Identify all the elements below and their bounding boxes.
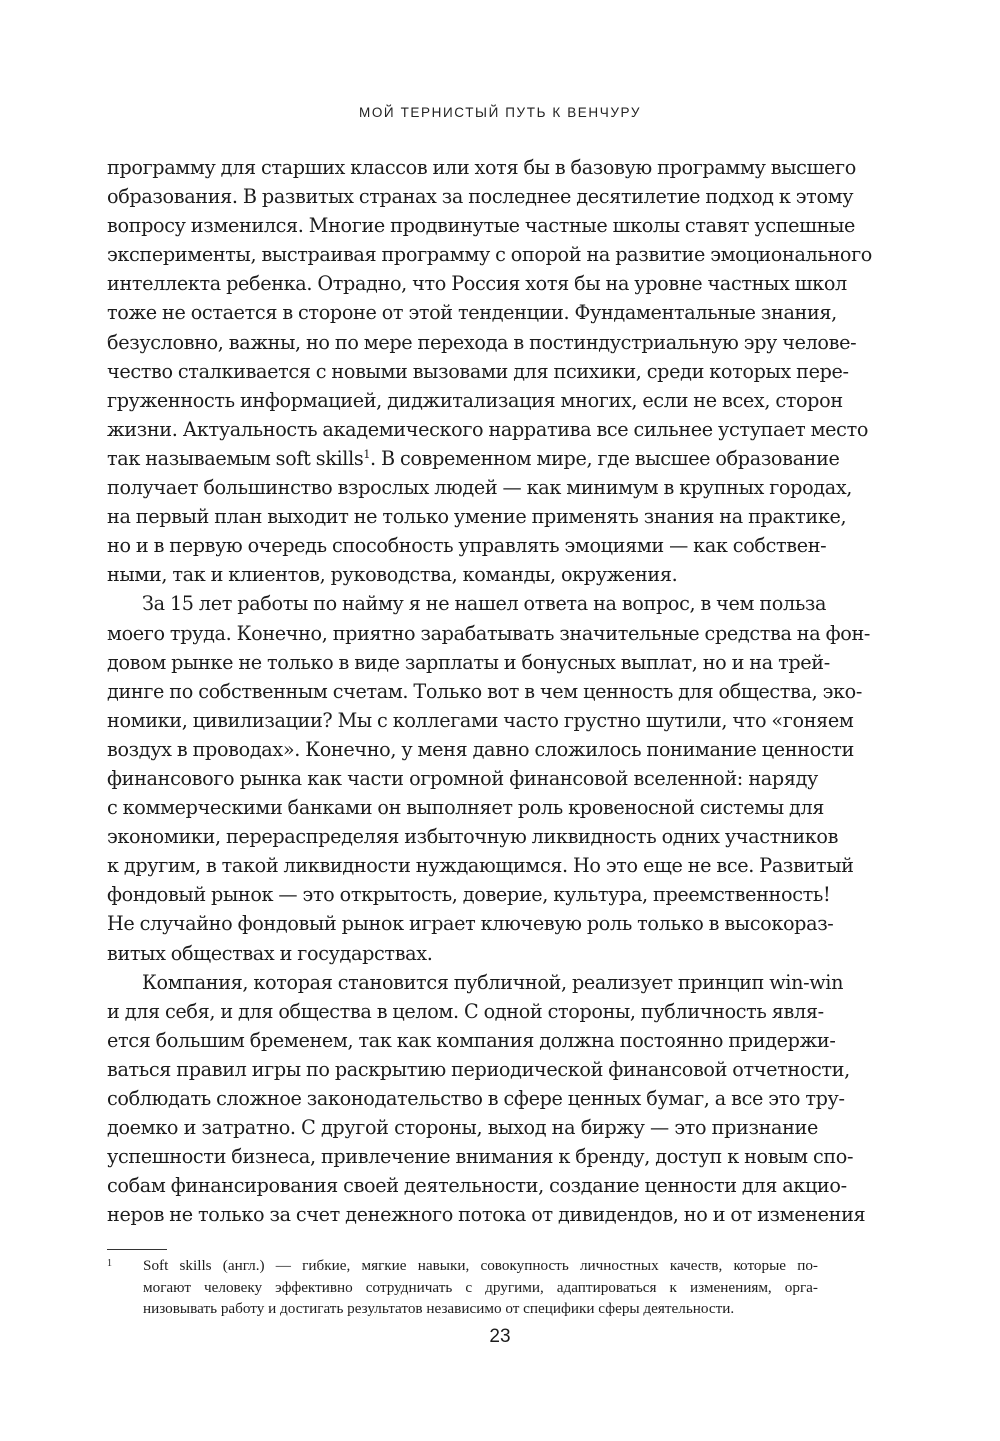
footnote-divider: [107, 1249, 167, 1250]
text-line: Компания, которая становится публичной, реализует принцип win-win: [142, 970, 844, 994]
page-number: 23: [489, 1326, 511, 1347]
text-line: к другим, в такой ликвидности нуждающимся. Но это еще не все. Развитый: [107, 854, 854, 878]
text-line: чество сталкивается с новыми вызовами для психики, среди которых пере-: [107, 359, 849, 383]
text-line: За 15 лет работы по найму я не нашел ответа на вопрос, в чем польза: [142, 592, 827, 616]
footnote-reference[interactable]: 1: [363, 447, 371, 461]
text-line: безусловно, важны, но по мере перехода в постиндустриальную эру челове-: [107, 330, 857, 354]
text-line: программу для старших классов или хотя бы в базовую программу высшего: [107, 156, 856, 179]
text-line: и для себя, и для общества в целом. С одной стороны, публичность явля-: [107, 999, 824, 1023]
text-line: собам финансирования своей деятельности, создание ценности для акцио-: [107, 1174, 847, 1198]
text-line: фондовый рынок — это открытость, доверие, культура, преемственность!: [107, 883, 831, 907]
footnote-line: могают человеку эффективно сотрудничать с другими, адаптироваться к изменениям, орга-: [143, 1278, 818, 1296]
text-line-with-footnote-ref: [107, 444, 840, 473]
text-line: получает большинство взрослых людей — как минимум в крупных городах,: [107, 476, 853, 500]
text-line: груженность информацией, диджитализация многих, если не всех, сторон: [107, 388, 843, 412]
text-line: вопросу изменился. Многие продвинутые частные школы ставят успешные: [107, 214, 856, 238]
text-line: ется большим бременем, так как компания должна постоянно придержи-: [107, 1028, 836, 1052]
text-line: жизни. Актуальность академического нарратива все сильнее уступает место: [107, 417, 869, 441]
text-line: но и в первую очередь способность управлять эмоциями — как собствен-: [107, 534, 827, 558]
paragraph-1: [107, 153, 873, 589]
text-line: эксперименты, выстраивая программу с опорой на развитие эмоционального: [107, 243, 873, 267]
text-line: соблюдать сложное законодательство в сфере ценных бумаг, а все это тру-: [107, 1087, 845, 1110]
footnote-mark: 1: [107, 1258, 112, 1269]
text-line: номики, цивилизации? Мы с коллегами часто грустно шутили, что «гоняем: [107, 708, 854, 732]
text-line: образования. В развитых странах за последнее десятилетие подход к этому: [107, 185, 854, 209]
text-segment: . В современном мире, где высшее образование: [370, 446, 840, 470]
text-line: доемко и затратно. С другой стороны, выход на биржу — это признание: [107, 1116, 818, 1140]
footnote-text: [143, 1255, 818, 1320]
footnote: [107, 1255, 818, 1320]
footnote-line: низовывать работу и достигать результатов независимо от специфики сферы деятельности.: [143, 1300, 735, 1317]
running-head: МОЙ ТЕРНИСТЫЙ ПУТЬ К ВЕНЧУРУ: [358, 105, 642, 120]
text-line: ваться правил игры по раскрытию периодической финансовой отчетности,: [107, 1057, 850, 1081]
text-segment: так называемым soft skills: [107, 446, 364, 470]
text-line: витых обществах и государствах.: [107, 941, 433, 965]
text-line: тоже не остается в стороне от этой тенденции. Фундаментальные знания,: [107, 301, 837, 325]
text-line: интеллекта ребенка. Отрадно, что Россия хотя бы на уровне частных школ: [107, 272, 847, 296]
body-text: [107, 153, 873, 1229]
text-line: динге по собственным счетам. Только вот в чем ценность для общества, эко-: [107, 679, 862, 703]
text-line: на первый план выходит не только умение применять знания на практике,: [107, 505, 847, 529]
text-line: неров не только за счет денежного потока от дивидендов, но и от изменения: [107, 1203, 866, 1227]
text-line: моего труда. Конечно, приятно зарабатывать значительные средства на фон-: [107, 621, 871, 645]
text-line: успешности бизнеса, привлечение внимания к бренду, доступ к новым спо-: [107, 1145, 854, 1169]
text-line: с коммерческими банками он выполняет роль кровеносной системы для: [107, 796, 825, 820]
text-line: ными, так и клиентов, руководства, команды, окружения.: [107, 563, 678, 587]
text-line: финансового рынка как части огромной финансовой вселенной: наряду: [107, 766, 818, 790]
text-line: Не случайно фондовый рынок играет ключевую роль только в высокораз-: [107, 912, 834, 936]
text-line: воздух в проводах». Конечно, у меня давно сложилось понимание ценности: [107, 737, 854, 761]
footnote-line: Soft skills (англ.) — гибкие, мягкие навыки, совокупность личностных качеств, которые по-: [143, 1257, 818, 1274]
paragraph-3: [107, 968, 866, 1230]
text-line: довом рынке не только в виде зарплаты и бонусных выплат, но и на трей-: [107, 650, 830, 674]
text-line: экономики, перераспределяя избыточную ликвидность одних участников: [107, 825, 839, 849]
paragraph-2: [107, 589, 871, 967]
